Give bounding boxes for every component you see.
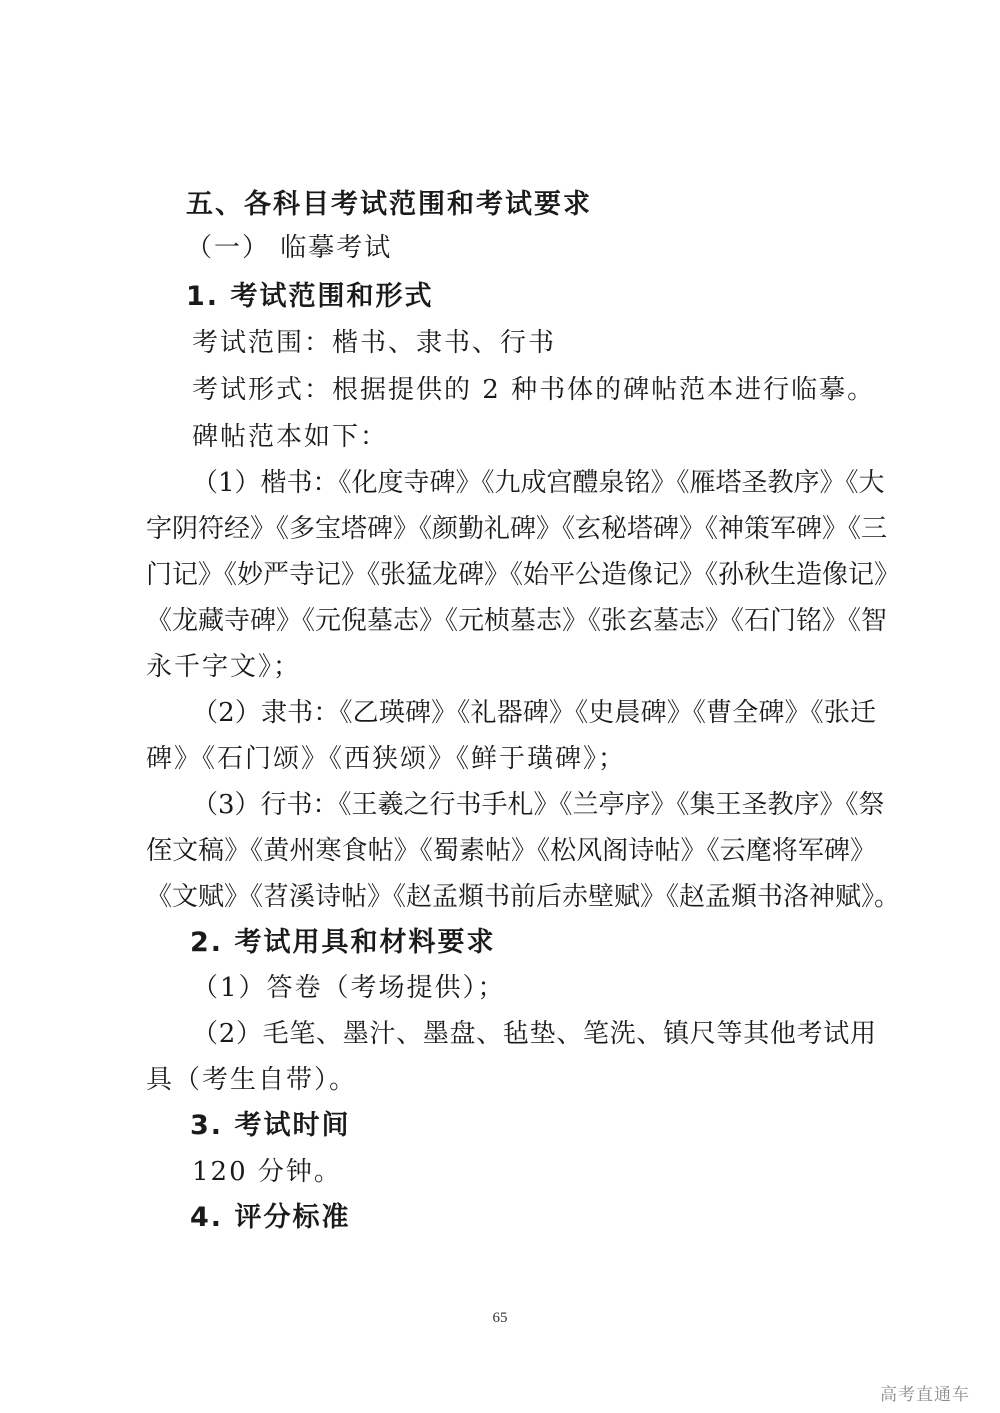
exam-duration: 120 分钟。 xyxy=(192,1157,342,1187)
kaishu-line: 《龙藏寺碑》《元倪墓志》《元桢墓志》《张玄墓志》《石门铭》《智 xyxy=(146,606,888,636)
exam-format: 考试形式：根据提供的 2 种书体的碑帖范本进行临摹。 xyxy=(192,375,876,405)
materials-line-2: （2）毛笔、墨汁、墨盘、毡垫、笔洗、镇尺等其他考试用 xyxy=(192,1019,876,1049)
samples-intro: 碑帖范本如下： xyxy=(192,422,389,452)
materials-line-2-cont: 具（考生自带）。 xyxy=(146,1065,358,1095)
xingshu-line: （3）行书：《王羲之行书手札》《兰亭序》《集王圣教序》《祭 xyxy=(192,790,885,820)
kaishu-line: 门记》《妙严寺记》《张猛龙碑》《始平公造像记》《孙秋生造像记》 xyxy=(146,560,901,590)
xingshu-line: 侄文稿》《黄州寒食帖》《蜀素帖》《松风阁诗帖》《云麾将军碑》 xyxy=(146,836,876,866)
item1-heading: 1. 考试范围和形式 xyxy=(186,281,434,312)
kaishu-line: 永千字文》； xyxy=(146,652,302,682)
subsection-heading: （一） 临摹考试 xyxy=(186,233,393,263)
item4-heading: 4. 评分标准 xyxy=(190,1202,351,1233)
xingshu-line: 《文赋》《苕溪诗帖》《赵孟頫书前后赤壁赋》《赵孟頫书洛神赋》。 xyxy=(146,882,901,912)
lishu-line: （2）隶书：《乙瑛碑》《礼器碑》《史晨碑》《曹全碑》《张迁 xyxy=(192,698,876,728)
kaishu-line: （1）楷书：《化度寺碑》《九成宫醴泉铭》《雁塔圣教序》《大 xyxy=(192,468,885,498)
lishu-line: 碑》《石门颂》《西狭颂》《鲜于璜碑》； xyxy=(146,744,627,774)
kaishu-line: 字阴符经》《多宝塔碑》《颜勤礼碑》《玄秘塔碑》《神策军碑》《三 xyxy=(146,514,888,544)
item2-heading: 2. 考试用具和材料要求 xyxy=(190,927,496,958)
section-heading: 五、各科目考试范围和考试要求 xyxy=(186,189,592,220)
exam-scope: 考试范围：楷书、隶书、行书 xyxy=(192,328,557,358)
item3-heading: 3. 考试时间 xyxy=(190,1110,351,1141)
materials-line-1: （1）答卷（考场提供）； xyxy=(192,973,506,1003)
watermark: 高考直通车 xyxy=(880,1385,970,1405)
page-number: 65 xyxy=(492,1310,508,1326)
